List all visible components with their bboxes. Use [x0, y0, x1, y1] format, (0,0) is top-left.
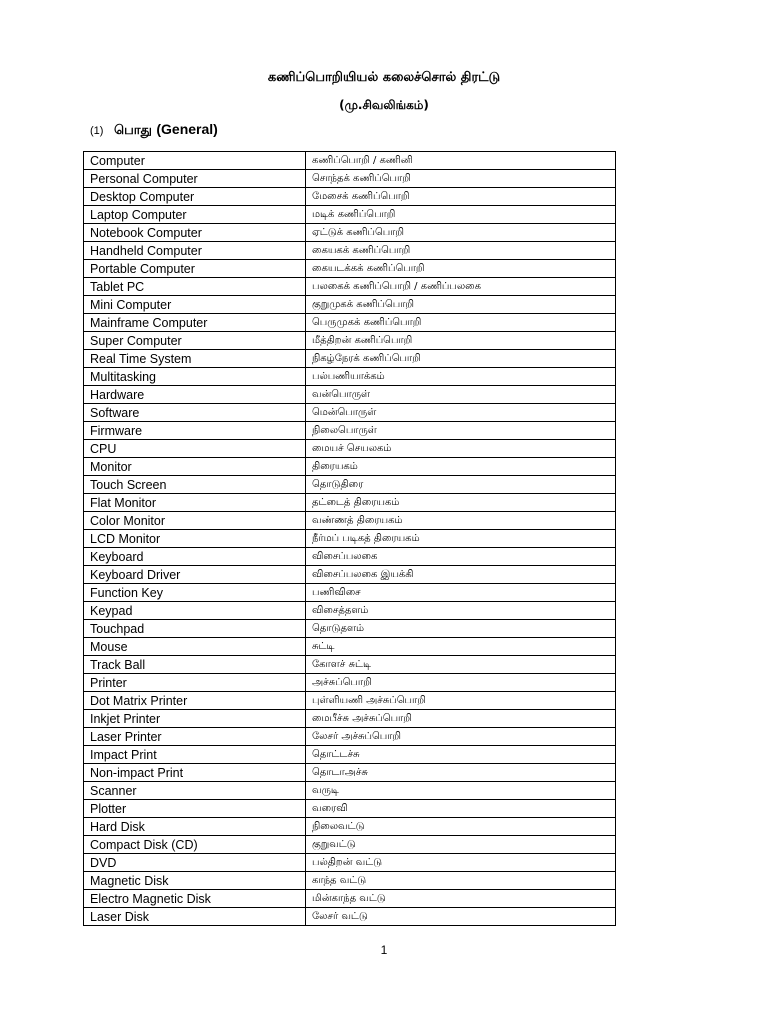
term-english: Laptop Computer — [84, 206, 306, 224]
term-english: Mainframe Computer — [84, 314, 306, 332]
term-english: Laser Printer — [84, 728, 306, 746]
term-english: Mini Computer — [84, 296, 306, 314]
term-tamil: மின்காந்த வட்டு — [306, 890, 616, 908]
table-row — [84, 836, 616, 854]
term-tamil: மென்பொருள் — [306, 404, 616, 422]
table-row — [84, 548, 616, 566]
table-row — [84, 206, 616, 224]
term-english: Magnetic Disk — [84, 872, 306, 890]
section-title-english: (General) — [156, 121, 218, 137]
term-tamil: விசைப்பலகை இயக்கி — [306, 566, 616, 584]
table-row — [84, 818, 616, 836]
term-tamil: நிலைபொருள் — [306, 422, 616, 440]
table-row — [84, 332, 616, 350]
term-tamil: புள்ளியணி அச்சுப்பொறி — [306, 692, 616, 710]
term-english: Scanner — [84, 782, 306, 800]
term-tamil: கோளச் சுட்டி — [306, 656, 616, 674]
term-english: Electro Magnetic Disk — [84, 890, 306, 908]
table-row — [84, 674, 616, 692]
term-tamil: சுட்டி — [306, 638, 616, 656]
table-row — [84, 368, 616, 386]
term-english: Function Key — [84, 584, 306, 602]
term-tamil: மைபீச்சு அச்சுப்பொறி — [306, 710, 616, 728]
term-english: Flat Monitor — [84, 494, 306, 512]
term-tamil: மேசைக் கணிப்பொறி — [306, 188, 616, 206]
table-row — [84, 890, 616, 908]
table-row — [84, 224, 616, 242]
term-tamil: காந்த வட்டு — [306, 872, 616, 890]
term-tamil: ஏட்டுக் கணிப்பொறி — [306, 224, 616, 242]
term-tamil: தொடுதிரை — [306, 476, 616, 494]
table-row — [84, 170, 616, 188]
term-english: Personal Computer — [84, 170, 306, 188]
term-english: Computer — [84, 152, 306, 170]
term-tamil: குறுவட்டு — [306, 836, 616, 854]
term-tamil: வண்ணத் திரையகம் — [306, 512, 616, 530]
term-english: Touchpad — [84, 620, 306, 638]
term-tamil: விசைத்தளம் — [306, 602, 616, 620]
term-english: LCD Monitor — [84, 530, 306, 548]
term-tamil: லேசர் அச்சுப்பொறி — [306, 728, 616, 746]
table-row — [84, 314, 616, 332]
term-tamil: வருடி — [306, 782, 616, 800]
table-row — [84, 512, 616, 530]
term-english: CPU — [84, 440, 306, 458]
term-tamil: தொட்டச்சு — [306, 746, 616, 764]
table-row — [84, 908, 616, 926]
term-english: Inkjet Printer — [84, 710, 306, 728]
term-tamil: வன்பொருள் — [306, 386, 616, 404]
term-english: Dot Matrix Printer — [84, 692, 306, 710]
table-row — [84, 728, 616, 746]
term-tamil: லேசர் வட்டு — [306, 908, 616, 926]
term-tamil: மீத்திறன் கணிப்பொறி — [306, 332, 616, 350]
term-tamil: கணிப்பொறி / கணினி — [306, 152, 616, 170]
section-heading — [90, 119, 218, 141]
term-tamil: தொடுதளம் — [306, 620, 616, 638]
term-english: Portable Computer — [84, 260, 306, 278]
term-tamil: விசைப்பலகை — [306, 548, 616, 566]
table-row — [84, 800, 616, 818]
term-english: Non-impact Print — [84, 764, 306, 782]
term-english: Tablet PC — [84, 278, 306, 296]
term-english: Color Monitor — [84, 512, 306, 530]
table-row — [84, 602, 616, 620]
term-english: Impact Print — [84, 746, 306, 764]
table-row — [84, 530, 616, 548]
term-english: Multitasking — [84, 368, 306, 386]
term-english: Plotter — [84, 800, 306, 818]
term-tamil: தொடாஅச்சு — [306, 764, 616, 782]
document-author: (மு.சிவலிங்கம்) — [339, 98, 429, 112]
term-tamil: பணிவிசை — [306, 584, 616, 602]
term-english: Software — [84, 404, 306, 422]
table-row — [84, 620, 616, 638]
term-tamil: நீர்மப் படிகத் திரையகம் — [306, 530, 616, 548]
term-english: Track Ball — [84, 656, 306, 674]
term-tamil: நிகழ்நேரக் கணிப்பொறி — [306, 350, 616, 368]
table-row — [84, 458, 616, 476]
table-row — [84, 494, 616, 512]
term-english: Keypad — [84, 602, 306, 620]
term-tamil: சொந்தக் கணிப்பொறி — [306, 170, 616, 188]
table-row — [84, 440, 616, 458]
table-row — [84, 872, 616, 890]
table-row — [84, 638, 616, 656]
term-tamil: நிலைவட்டு — [306, 818, 616, 836]
table-row — [84, 242, 616, 260]
table-row — [84, 854, 616, 872]
term-english: Notebook Computer — [84, 224, 306, 242]
table-row — [84, 152, 616, 170]
term-english: Touch Screen — [84, 476, 306, 494]
term-tamil: தட்டைத் திரையகம் — [306, 494, 616, 512]
table-row — [84, 296, 616, 314]
term-tamil: மையச் செயலகம் — [306, 440, 616, 458]
table-row — [84, 692, 616, 710]
term-tamil: பெருமுகக் கணிப்பொறி — [306, 314, 616, 332]
table-row — [84, 764, 616, 782]
term-english: Keyboard Driver — [84, 566, 306, 584]
term-tamil: திரையகம் — [306, 458, 616, 476]
term-english: Firmware — [84, 422, 306, 440]
term-tamil: கையகக் கணிப்பொறி — [306, 242, 616, 260]
table-row — [84, 584, 616, 602]
table-row — [84, 782, 616, 800]
table-row — [84, 188, 616, 206]
term-english: Hard Disk — [84, 818, 306, 836]
section-title-tamil: பொது — [113, 123, 152, 138]
table-row — [84, 566, 616, 584]
term-tamil: கையடக்கக் கணிப்பொறி — [306, 260, 616, 278]
table-row — [84, 422, 616, 440]
term-english: Real Time System — [84, 350, 306, 368]
term-english: Hardware — [84, 386, 306, 404]
table-row — [84, 350, 616, 368]
table-row — [84, 386, 616, 404]
table-row — [84, 476, 616, 494]
table-row — [84, 710, 616, 728]
term-english: Laser Disk — [84, 908, 306, 926]
term-tamil: மடிக் கணிப்பொறி — [306, 206, 616, 224]
term-tamil: குறுமுகக் கணிப்பொறி — [306, 296, 616, 314]
term-tamil: பல்திறன் வட்டு — [306, 854, 616, 872]
term-english: Keyboard — [84, 548, 306, 566]
term-english: Desktop Computer — [84, 188, 306, 206]
table-row — [84, 656, 616, 674]
table-row — [84, 404, 616, 422]
glossary-body — [84, 152, 616, 926]
term-english: Super Computer — [84, 332, 306, 350]
term-english: Mouse — [84, 638, 306, 656]
page-number: 1 — [380, 943, 388, 957]
term-english: Printer — [84, 674, 306, 692]
table-row — [84, 260, 616, 278]
term-english: DVD — [84, 854, 306, 872]
term-tamil: வரைவி — [306, 800, 616, 818]
table-row — [84, 746, 616, 764]
table-row — [84, 278, 616, 296]
term-tamil: பல்பணியாக்கம் — [306, 368, 616, 386]
term-tamil: பலகைக் கணிப்பொறி / கணிப்பலகை — [306, 278, 616, 296]
term-english: Monitor — [84, 458, 306, 476]
term-english: Handheld Computer — [84, 242, 306, 260]
term-english: Compact Disk (CD) — [84, 836, 306, 854]
document-title: கணிப்பொறியியல் கலைச்சொல் திரட்டு — [267, 70, 501, 85]
glossary-table — [83, 151, 616, 926]
section-number: (1) — [90, 125, 104, 137]
term-tamil: அச்சுப்பொறி — [306, 674, 616, 692]
